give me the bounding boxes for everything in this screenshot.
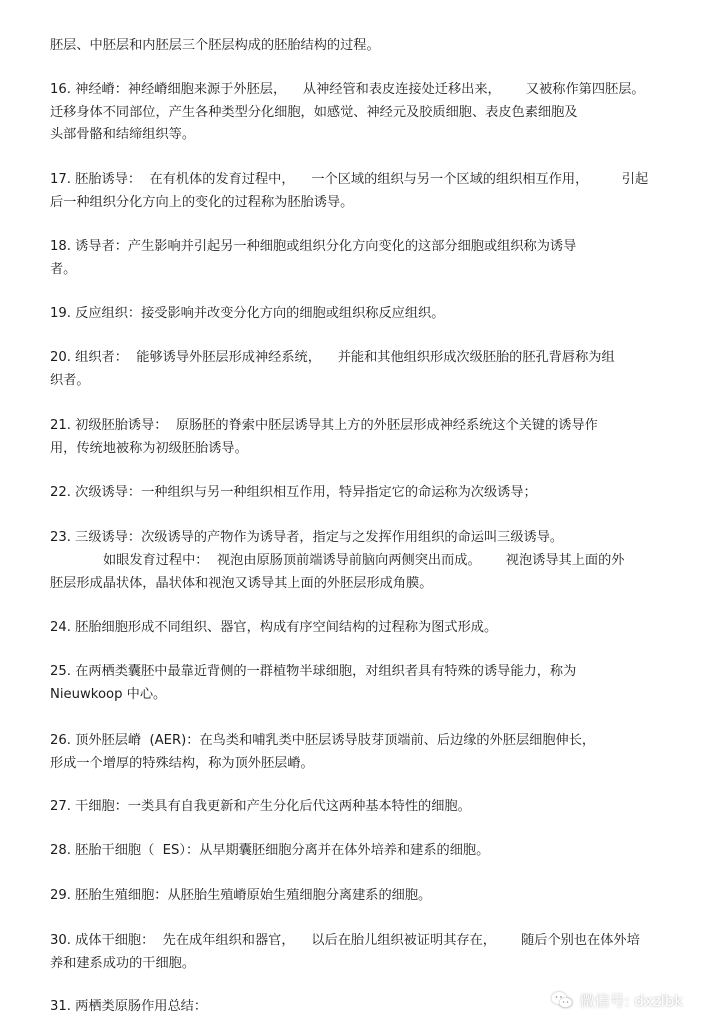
wechat-icon — [550, 990, 574, 1010]
watermark — [550, 989, 683, 1011]
text-line: 头部骨骼和结缔组织等。 — [50, 127, 196, 142]
text-line: 24. 胚胎细胞形成不同组织、器官，构成有序空间结构的过程称为图式形成。 — [50, 620, 498, 635]
text-line: 用，传统地被称为初级胚胎诱导。 — [50, 441, 248, 456]
text-line: 迁移身体不同部位，产生各种类型分化细胞，如感觉、神经元及胶质细胞、表皮色素细胞及 — [50, 105, 578, 120]
text-line: 26. 顶外胚层嵴 (AER)：在鸟类和哺乳类中胚层诱导肢芽顶端前、后边缘的外胚层细胞伸长， — [50, 733, 596, 748]
text-line: 后一种组织分化方向上的变化的过程称为胚胎诱导。 — [50, 195, 354, 210]
text-line: 25. 在两栖类囊胚中最靠近背侧的一群植物半球细胞，对组织者具有特殊的诱导能力，称为 — [50, 664, 577, 679]
text-line: 17. 胚胎诱导： 在有机体的发育过程中， 一个区域的组织与另一个区域的组织相互作用， 引起 — [50, 172, 649, 187]
text-line: 织者。 — [50, 373, 90, 388]
text-line: 29. 胚胎生殖细胞：从胚胎生殖嵴原始生殖细胞分离建系的细胞。 — [50, 888, 432, 903]
text-line: 如眼发育过程中： 视泡由原肠顶前端诱导前脑向两侧突出而成。 视泡诱导其上面的外 — [103, 553, 625, 568]
text-line: 19. 反应组织：接受影响并改变分化方向的细胞或组织称反应组织。 — [50, 306, 445, 321]
text-line: 者。 — [50, 262, 77, 277]
text-line: 养和建系成功的干细胞。 — [50, 956, 196, 971]
text-line: 20. 组织者： 能够诱导外胚层形成神经系统， 并能和其他组织形成次级胚胎的胚孔背唇称为组 — [50, 350, 615, 365]
text-line: 23. 三级诱导：次级诱导的产物作为诱导者，指定与之发挥作用组织的命运叫三级诱导。 — [50, 530, 564, 545]
text-line: 22. 次级诱导：一种组织与另一种组织相互作用，特异指定它的命运称为次级诱导； — [50, 485, 537, 500]
text-line: 31. 两栖类原肠作用总结： — [50, 999, 208, 1014]
text-line: 胚层、中胚层和内胚层三个胚层构成的胚胎结构的过程。 — [50, 38, 380, 53]
text-line: 28. 胚胎干细胞（ ES）：从早期囊胚细胞分离并在体外培养和建系的细胞。 — [50, 843, 490, 858]
text-line: Nieuwkoop 中心。 — [50, 687, 167, 702]
text-line: 30. 成体干细胞： 先在成年组织和器官， 以后在胎儿组织被证明其存在， 随后个别也在体外培 — [50, 933, 640, 948]
text-line: 形成一个增厚的特殊结构，称为顶外胚层嵴。 — [50, 756, 314, 771]
text-line: 27. 干细胞：一类具有自我更新和产生分化后代这两种基本特性的细胞。 — [50, 799, 471, 814]
text-line: 胚层形成晶状体，晶状体和视泡又诱导其上面的外胚层形成角膜。 — [50, 576, 433, 591]
text-line: 21. 初级胚胎诱导： 原肠胚的脊索中胚层诱导其上方的外胚层形成神经系统这个关键的诱导作 — [50, 418, 598, 433]
text-line: 16. 神经嵴：神经嵴细胞来源于外胚层， 从神经管和表皮连接处迁移出来， 又被称作第四胚层。 — [50, 82, 645, 97]
watermark-text: 微信号: dxzlbk — [579, 991, 683, 1010]
text-line: 18. 诱导者：产生影响并引起另一种细胞或组织分化方向变化的这部分细胞或组织称为诱导 — [50, 239, 577, 254]
